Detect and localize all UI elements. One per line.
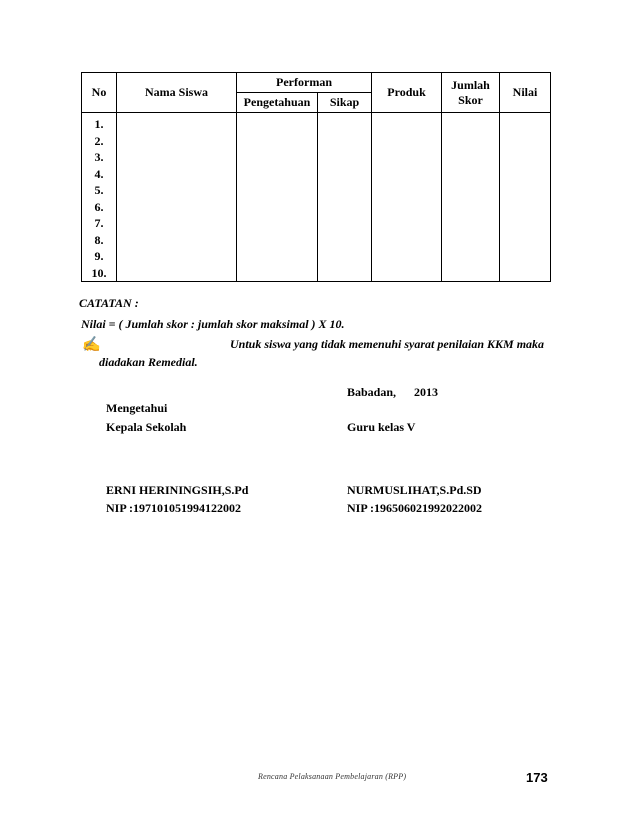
- sikap-cell: [318, 113, 372, 282]
- row-number: 3.: [94, 150, 104, 164]
- header-nilai: Nilai: [500, 73, 551, 113]
- mengetahui-label: Mengetahui: [106, 401, 168, 415]
- row-number: 5.: [94, 183, 104, 197]
- row-number: 1.: [94, 117, 104, 131]
- kepala-sekolah-label: Kepala Sekolah: [106, 420, 187, 434]
- notes-remedial-line2: diadakan Remedial.: [99, 355, 198, 369]
- row-number: 8.: [94, 232, 104, 247]
- row-numbers-cell: [82, 113, 117, 282]
- notes-title: CATATAN :: [79, 296, 139, 310]
- footer-text: Rencana Pelaksanaan Pembelajaran (RPP): [258, 772, 407, 781]
- pengetahuan-cell: [237, 113, 318, 282]
- guru-kelas-label: Guru kelas V: [347, 420, 416, 434]
- notes-remedial-line1: Untuk siswa yang tidak memenuhi syarat penilaian KKM maka: [230, 337, 545, 351]
- header-jumlah-skor: [442, 73, 500, 113]
- row-number: 10.: [91, 265, 107, 280]
- place-date: Babadan, 2013: [347, 385, 439, 399]
- nilai-cell: [500, 113, 551, 282]
- principal-nip: NIP :197101051994122002: [106, 501, 241, 515]
- teacher-nip: NIP :196506021992022002: [347, 501, 482, 515]
- row-number: 9.: [94, 249, 104, 263]
- notes-formula: Nilai = ( Jumlah skor : jumlah skor maksimal ) X 10.: [81, 317, 345, 331]
- header-jumlah-line2: Skor: [458, 92, 483, 107]
- principal-name: ERNI HERININGSIH,S.Pd: [106, 483, 249, 497]
- header-no: No: [82, 73, 117, 113]
- header-jumlah-line1: Jumlah: [451, 77, 490, 92]
- jumlah-skor-cell: [442, 113, 500, 282]
- page-number: 173: [526, 770, 548, 785]
- header-pengetahuan: Pengetahuan: [237, 93, 318, 113]
- header-sikap: Sikap: [318, 93, 372, 113]
- row-number: 7.: [94, 216, 104, 230]
- row-number: 2.: [94, 133, 104, 148]
- header-produk: Produk: [372, 73, 442, 113]
- header-performan: Performan: [237, 73, 372, 93]
- nama-siswa-cell: [117, 113, 237, 282]
- header-nama-siswa: Nama Siswa: [117, 73, 237, 113]
- teacher-name: NURMUSLIHAT,S.Pd.SD: [347, 483, 482, 497]
- writing-hand-icon: ✍: [82, 337, 101, 353]
- produk-cell: [372, 113, 442, 282]
- assessment-table: [81, 72, 551, 282]
- row-number: 4.: [94, 166, 104, 181]
- row-number: 6.: [94, 199, 104, 214]
